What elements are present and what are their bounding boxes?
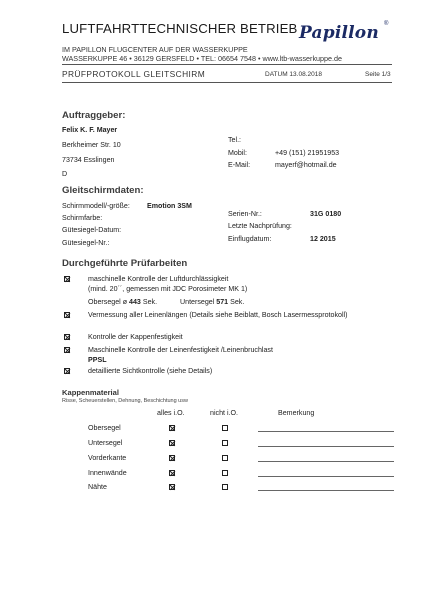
row-label-vorderkante: Vorderkante [88,454,127,462]
item-leinenfestigkeit: Maschinelle Kontrolle der Leinenfestigkeit /Leinenbruchlast [88,346,273,354]
customer-street: Berkheimer Str. 10 [62,141,121,149]
address-line-1: IM PAPILLON FLUGCENTER AUF DER WASSERKUPPE [62,45,248,54]
check-untersegel-ok[interactable] [169,440,175,446]
address-line-2: WASSERKUPPE 46 • 36129 GERSFELD • TEL: 06654 7548 • www.ltb-wasserkuppe.de [62,54,343,63]
check-obersegel-nok[interactable] [222,425,228,431]
model-value: Emotion 3SM [147,202,192,210]
item-luftdurchlaessigkeit: maschinelle Kontrolle der Luftdurchlässigkeit [88,275,229,283]
papillon-logo: Papillon [299,23,379,43]
bemerkung-line-naehte [258,490,394,491]
letzte-nachpruefung-label: Letzte Nachprüfung: [228,222,292,230]
bemerkung-line-untersegel [258,446,394,447]
check-kappenfestigkeit[interactable] [64,334,70,340]
item-sichtkontrolle: detaillierte Sichtkontrolle (siehe Details) [88,367,213,375]
einflugdatum-label: Einflugdatum: [228,235,272,243]
guetesiegel-datum-label: Gütesiegel-Datum: [62,226,122,234]
row-label-untersegel: Untersegel [88,439,123,447]
check-vorderkante-ok[interactable] [169,455,175,461]
col-alles-io: alles i.O. [157,409,185,417]
farbe-label: Schirmfarbe: [62,214,103,222]
obersegel-value: 443 [129,298,141,306]
item-leinenlaengen: Vermessung aller Leinenlängen (Details siehe Beiblatt, Bosch Lasermessprotokoll) [88,311,348,319]
item-luftdurchlaessigkeit-detail: (mind. 20´´, gemessen mit JDC Porosimeter MK 1) [88,285,248,293]
serien-label: Serien-Nr.: [228,210,262,218]
check-luftdurchlaessigkeit[interactable] [64,276,70,282]
document-title: PRÜFPROTOKOLL GLEITSCHIRM [62,69,206,79]
check-obersegel-ok[interactable] [169,425,175,431]
model-label: Schirmmodell/-größe: [62,202,130,210]
email-value: mayerf@hotmail.de [275,161,337,169]
obersegel-unit: Sek. [142,298,158,306]
check-untersegel-nok[interactable] [222,440,228,446]
item-leinenfestigkeit-ppsl: PPSL [88,356,107,364]
customer-country: D [62,170,68,178]
bemerkung-line-innenwaende [258,476,394,477]
kappenmaterial-subheading: Risse, Scheuerstellen, Dehnung, Beschichtung usw [62,398,188,404]
row-label-innenwaende: Innenwände [88,469,127,477]
untersegel-value: 571 [216,298,229,306]
untersegel-measurement [180,298,244,306]
check-innenwaende-nok[interactable] [222,470,228,476]
customer-city: 73734 Esslingen [62,156,115,164]
gleitschirm-heading: Gleitschirmdaten: [62,185,144,196]
col-nicht-io: nicht i.O. [210,409,238,417]
check-leinenfestigkeit[interactable] [64,347,70,353]
customer-name: Felix K. F. Mayer [62,126,118,134]
guetesiegel-nr-label: Gütesiegel-Nr.: [62,239,110,247]
row-label-obersegel: Obersegel [88,424,121,432]
company-title: LUFTFAHRTTECHNISCHER BETRIEB [62,21,298,36]
untersegel-unit: Sek. [230,298,245,306]
col-bemerkung: Bemerkung [278,409,315,417]
title-divider [62,82,392,83]
kappenmaterial-heading: Kappenmaterial [62,388,119,397]
mobil-value: +49 (151) 21951953 [275,149,340,157]
page-number: Seite 1/3 [365,71,391,78]
registered-mark: ® [384,21,389,27]
item-kappenfestigkeit: Kontrolle der Kappenfestigkeit [88,333,183,341]
obersegel-measurement [88,298,157,306]
document-date: DATUM 13.08.2018 [265,71,322,78]
header-divider [62,64,392,65]
check-leinenlaengen[interactable] [64,312,70,318]
obersegel-label: Obersegel ø [88,298,128,306]
check-naehte-nok[interactable] [222,484,228,490]
bemerkung-line-obersegel [258,431,394,432]
mobil-label: Mobil: [228,149,247,157]
email-label: E-Mail: [228,161,251,169]
untersegel-label: Untersegel [180,298,215,306]
check-sichtkontrolle[interactable] [64,368,70,374]
serien-value: 31G 0180 [310,210,342,218]
tel-label: Tel.: [228,136,242,144]
pruefarbeiten-heading: Durchgeführte Prüfarbeiten [62,258,188,269]
check-naehte-ok[interactable] [169,484,175,490]
row-label-naehte: Nähte [88,483,107,491]
auftraggeber-heading: Auftraggeber: [62,110,126,121]
bemerkung-line-vorderkante [258,461,394,462]
check-vorderkante-nok[interactable] [222,455,228,461]
einflugdatum-value: 12 2015 [310,235,336,243]
check-innenwaende-ok[interactable] [169,470,175,476]
